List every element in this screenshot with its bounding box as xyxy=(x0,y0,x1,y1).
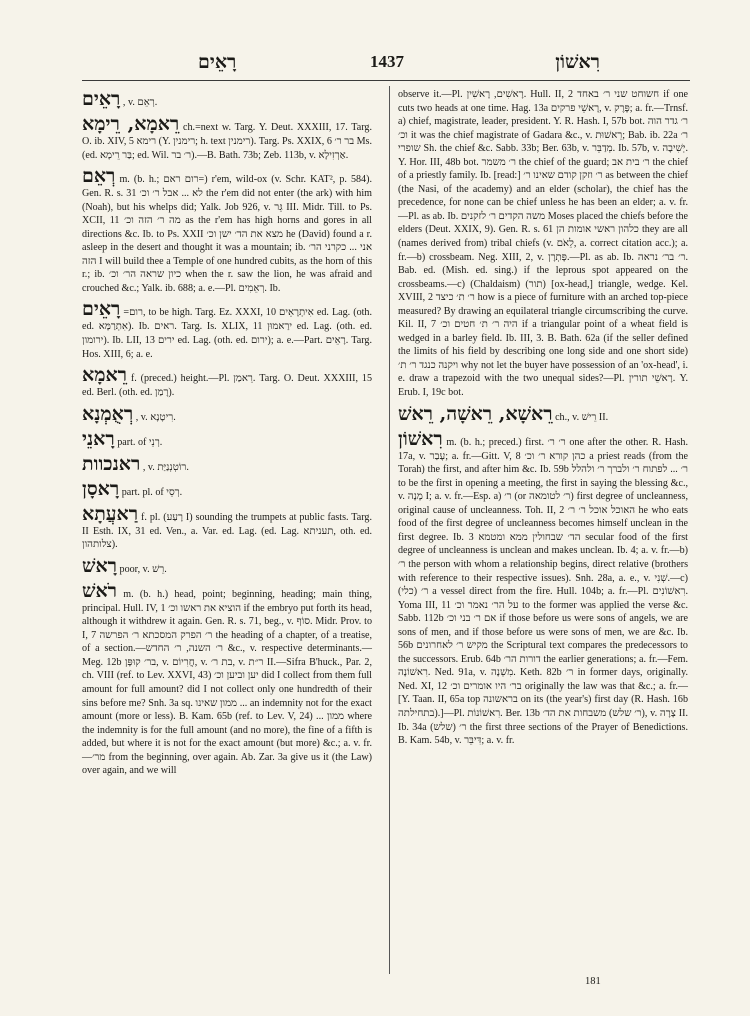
entry-text: , v. רוֹטְנְנַיַּת. xyxy=(142,461,189,473)
column-divider xyxy=(389,86,390,974)
folio-number: 181 xyxy=(585,976,601,987)
entry-text: poor, v. רֵשׁ. xyxy=(119,563,167,575)
running-head-right-word: רִאשׁוֹן xyxy=(555,52,600,73)
dictionary-entry xyxy=(398,403,688,425)
dictionary-entry xyxy=(82,478,372,500)
dictionary-entry xyxy=(82,403,372,425)
dictionary-entry xyxy=(82,555,372,577)
dictionary-entry xyxy=(82,165,372,295)
entry-headword: רֹאשׁ xyxy=(82,579,117,602)
running-head xyxy=(80,52,690,76)
dictionary-entry xyxy=(82,113,372,162)
entry-text: ch., v. רֵישׁ II. xyxy=(555,411,609,423)
page-number: 1437 xyxy=(370,52,404,71)
entry-headword: רָאֵים xyxy=(82,298,121,321)
dictionary-entry xyxy=(82,580,372,778)
entry-headword: רֵאשָׁא, רֵאשָׁה, רֵאשׁ xyxy=(398,402,553,425)
entry-text: =רום, to be high. Targ. Ez. XXXI, 10 אִיתְרָאֵים ed. Lag. (oth. ed. אִתְרַמָּא). Ib. ראים. Targ. Is. XLIX, 11 ירַאמוּן ed. Lag. (oth. ed. ירומון). Ib. LII, 13 ירים ed. Lag. (oth. ed. ירום); a. e.—Part. רָאֵים. Targ. Hos. XIII, 6; a. e. xyxy=(82,307,372,360)
entry-headword: רָאֵים xyxy=(82,88,121,110)
entry-headword: רְאֻמְנָא xyxy=(82,402,134,425)
entry-text: m. (b. h.; רום ראם=) r'em, wild-ox (v. Schr. KAT², p. 584). Gen. R. s. 31 לא ... אבל ר׳ וכ׳ the r'em did not enter (the ark) with him (Noah), but his whelps did; Yalk. Job 926, v. גֵּר III. Midr. Till. to Ps. XCII, 11 מה ר׳ הזה וכ׳ as the r'em has high horns and gores in all directions &c. Ib. to Ps. XXII מצא את הד׳ ישן וכ׳ he (David) found a r. asleep in the desert and thought it was a mountain; ib. אני ... כקרני הר׳ הזה I will build thee a Temple of one hundred cubits, as the horn of this r.; ib. כיון שראה הר׳ וכ׳ when the r. saw the lion, he was afraid and crouched &c.; Yalk. ib. 688; a. e.—Pl. רְאֵמִים. Ib. xyxy=(82,174,373,294)
dictionary-entry xyxy=(82,88,372,110)
entry-headword: רֵאמָא xyxy=(82,364,127,387)
entry-text: part. of רְנֵי. xyxy=(117,436,163,448)
left-column xyxy=(82,88,372,781)
entry-headword: רָאשׁ xyxy=(82,554,117,577)
dictionary-entry xyxy=(398,428,688,748)
entry-headword: רֵאמָא, רֵימָא xyxy=(82,113,180,135)
entry-text: f. (preced.) height.—Pl. רֵאמַן. Targ. O. Deut. XXXIII, 15 ed. Berl. (oth. ed. רָמַן). xyxy=(82,373,372,399)
header-rule xyxy=(82,80,690,81)
entry-headword: רָאנֵי xyxy=(82,427,115,450)
dictionary-entry xyxy=(82,453,372,475)
entry-text: observe it.—Pl. רָאשִׁים, רָאשִׁין. Hull. II, 2 חשוחט שני ר׳ באחד if one cuts two heads at one time. Hag. 13a רָאשֵׁי פרקים, v. פֶּרֶק; a. fr.—Trnsf. a) chief, magistrate, leader, president. Y. R. Hash. I, 57b bot. ר׳ גדר הוה וכ׳ it was the chief magistrate of Gadara &c., v. רֵאשׁוּת; Bab. ib. 22a ר׳ שופרי Sh. the chief &c. Sabb. 33b; Ber. 63b, v. מְדַבֵּר. Ib. 57b, v. יְשִׁיבָה. Y. Hor. III, 48b bot. ר׳ משמר the chief of the guard; ר׳ בית אב the chief of a priestly family. Ib. [read:] ר׳ וזקן קודם שאינו ר׳ as between the chief (the Nasi, of the academy) and an elder (scholar), the chief has the precedence, for none can be chief unless he has been an elder; a. v. fr.—Pl. as ab. Ib. משה הקדים ר׳ לזקנים Moses placed the chiefs before the elders (Deut. XXIX, 9). Gen. R. s. 61 כלהון ראשי אומות הן they are all (names derived from) tribal chiefs (v. לֵאֹם, a. correct citation acc.); a. fr.—b) crossbeam. Neg. XIII, 2, v. פָּתְרָן.—Pl. as ab. Ib. ר׳ בר׳ נראה. Bab. ed. (Mish. ed. sing.) if the leprous spot appeared on the crossbeams.—c) (Chaldaism) (תור) [ox-head,] triangle, wedge. Kel. XVIII, 2 ר׳ ת׳ כיצד how is a piece of furniture with an arched top-piece measured? By drawing an equilateral triangle circumscribing the curve. Kil. II, 7 היה ר׳ ת׳ חטים וכ׳ if a triangular point of a wheat field is wedged in a barley field. Ib. III, 3. B. Bath. 62a (if the seller defined the limits of his field by describing one long side and one short side) ויקנה כנגד ר׳ ת׳ why not let the buyer have possession of an 'ox-head', i. e. draw a trapezoid with the two unequal sides?—Pl. רָאשֵׁי תורין. Y. Erub. I, 19c bot. xyxy=(398,89,689,399)
right-column xyxy=(398,88,688,751)
entry-headword: רְאֵם xyxy=(82,165,116,188)
entry-text: part. pl. of רְסֵי. xyxy=(121,486,183,498)
entry-text: ch.=next w. Targ. Y. Deut. XXXIII, 17. Targ. O. ib. XIV, 5 רימא (Y. רימנין; h. text רימנין). Targ. Ps. XXIX, 6 בר ר׳ Ms. (ed. בַּר רֵימָא; ed. Wil. ר׳ בר).—B. Bath. 73b; Zeb. 113b, v. אַרְזִילָא. xyxy=(82,122,373,161)
entry-headword: ראנכוות xyxy=(82,452,141,475)
entry-headword: רָאסָן xyxy=(82,477,120,500)
dictionary-entry xyxy=(82,298,372,361)
entry-text: m. (b. h.) head, point; beginning, heading; main thing, principal. Hull. IV, 1 הוציא את ראשו וכ׳ if the embryo put forth its head, although it withdrew it again. Gen. R. s. 71, beg., v. סוֹף. Midr. Prov. to I, 7 ר׳ הפרק המסכתא ר׳ הפרשה the heading of a chapter, of a treatise, of a section.—ר׳ השנה, ר׳ החדש &c., v. respective determinants.—Meg. 12b בר׳ קוּפָּן, v. חֲרִיוֹם, v. בת ר׳, v. ר״ת II.—Sifra B'huck., Par. 2, ch. VIII (ref. to Lev. XXVI, 43) יען וביען וכ׳ did I collect from them full amount for full amount? did I not collect only one hundredth of their sins before me? Snh. 3a sq. ממון שאינו ... an indemnity not for the exact amount (more or less). B. Kam. 65b (ref. to Lev. V, 24) ... ממון where the indemnity is for the full amount (and no more), the fine of a fifth is added, but where it is not for the exact amount (but more) &c.; a. v. fr.—מר׳ from the beginning, over again. Ab. Zar. 3a give us it (the Law) over again, and we will xyxy=(82,588,373,777)
dictionary-entry xyxy=(398,88,688,400)
entry-text: , v. רִיטָנָא. xyxy=(135,411,176,423)
entry-text: , v. רְאֵם. xyxy=(122,97,158,108)
running-head-left-word: רָאֵים xyxy=(198,52,237,73)
dictionary-entry xyxy=(82,503,372,552)
entry-headword: רַאעֲתָא xyxy=(82,502,139,525)
entry-headword: רִאשׁוֹן xyxy=(398,427,443,450)
dictionary-entry xyxy=(82,428,372,450)
dictionary-entry xyxy=(82,364,372,400)
entry-text: f. pl. (רָעַע I) sounding the trumpets at public fasts. Targ. II Esth. IX, 31 ed. Ven., a. Var. ed. Lag. (ed. Lag. תעניתא, oth. ed. צלותהון). xyxy=(82,511,373,551)
entry-text: m. (b. h.; preced.) first. ר׳ ר׳ one after the other. R. Hash. 17a, v. עָבַר; a. fr.—Gitt. V, 8 כהן קורא ר׳ וכ׳ a priest reads (from the Torah) the first, and after him &c. Ib. 59b ר׳ ... לפתוח ר׳ ולברך ר׳ ולהלל to be the first in opening a meeting, the first in saying the blessing &c., v. מָנָה I; a. v. fr.—Esp. a) ר׳ (or ר׳ לטומאה) first degree of uncleanness, original cause of uncleanness. Toh. II, 2 האוכל אוכל ר׳ ר׳ he who eats food of the first degree of uncleanness becomes himself unclean in the first degree. Ib. 3 הד׳ שבחולין ממא ומטמא secular food of the first degree of uncleanness is unclean and makes unclean. Ib. 4; a. v. fr.—b) ר׳ the person with whom a relationship begins, direct relative (brothers with reference to their respective issues). Snh. 28a, a. e., v. שְׁנִי.—c) (כלי) ר׳ a vessel direct from the fire. Hull. 104b; a. fr.—Pl. רִאשׁוֹנִים. Yoma III, 11 על הר׳ נאמר וכ׳ to the former was applied the verse &c. Sabb. 112b אם ר׳ בני וכ׳ if those before us were sons of angels, we are sons of men, and if those before us were sons of men, we are &c. Ib. 56b מקיש ר׳ לאחרונים the Scriptural text compares the predecessors to the successors. Erub. 64b דורות הר׳ the earlier generations; a. fr.—Fem. רִאשׁוֹנָה. Ned. 91a, v. מִשְׁנָה. Keth. 82b ר׳ in former days, originally. Ned. XI, 12 בר׳ היו אומרים וכ׳ originally the law was that &c.; a. fr.—[Y. Taan. II, 65a top בראשונה on its (the year's) first day (R. Hash. 16b בתחילתה).]—Pl. רִאשׁוֹנוֹת. Ber. 13b ר׳ שלש) משבחות את הד׳), v. צָרָה II. Ib. 34a ר׳ (שלש) the first three sections of the Prayer of Benedictions. B. Kam. 54b, v. דִּיבֵּר; a. v. fr. xyxy=(398,436,689,747)
